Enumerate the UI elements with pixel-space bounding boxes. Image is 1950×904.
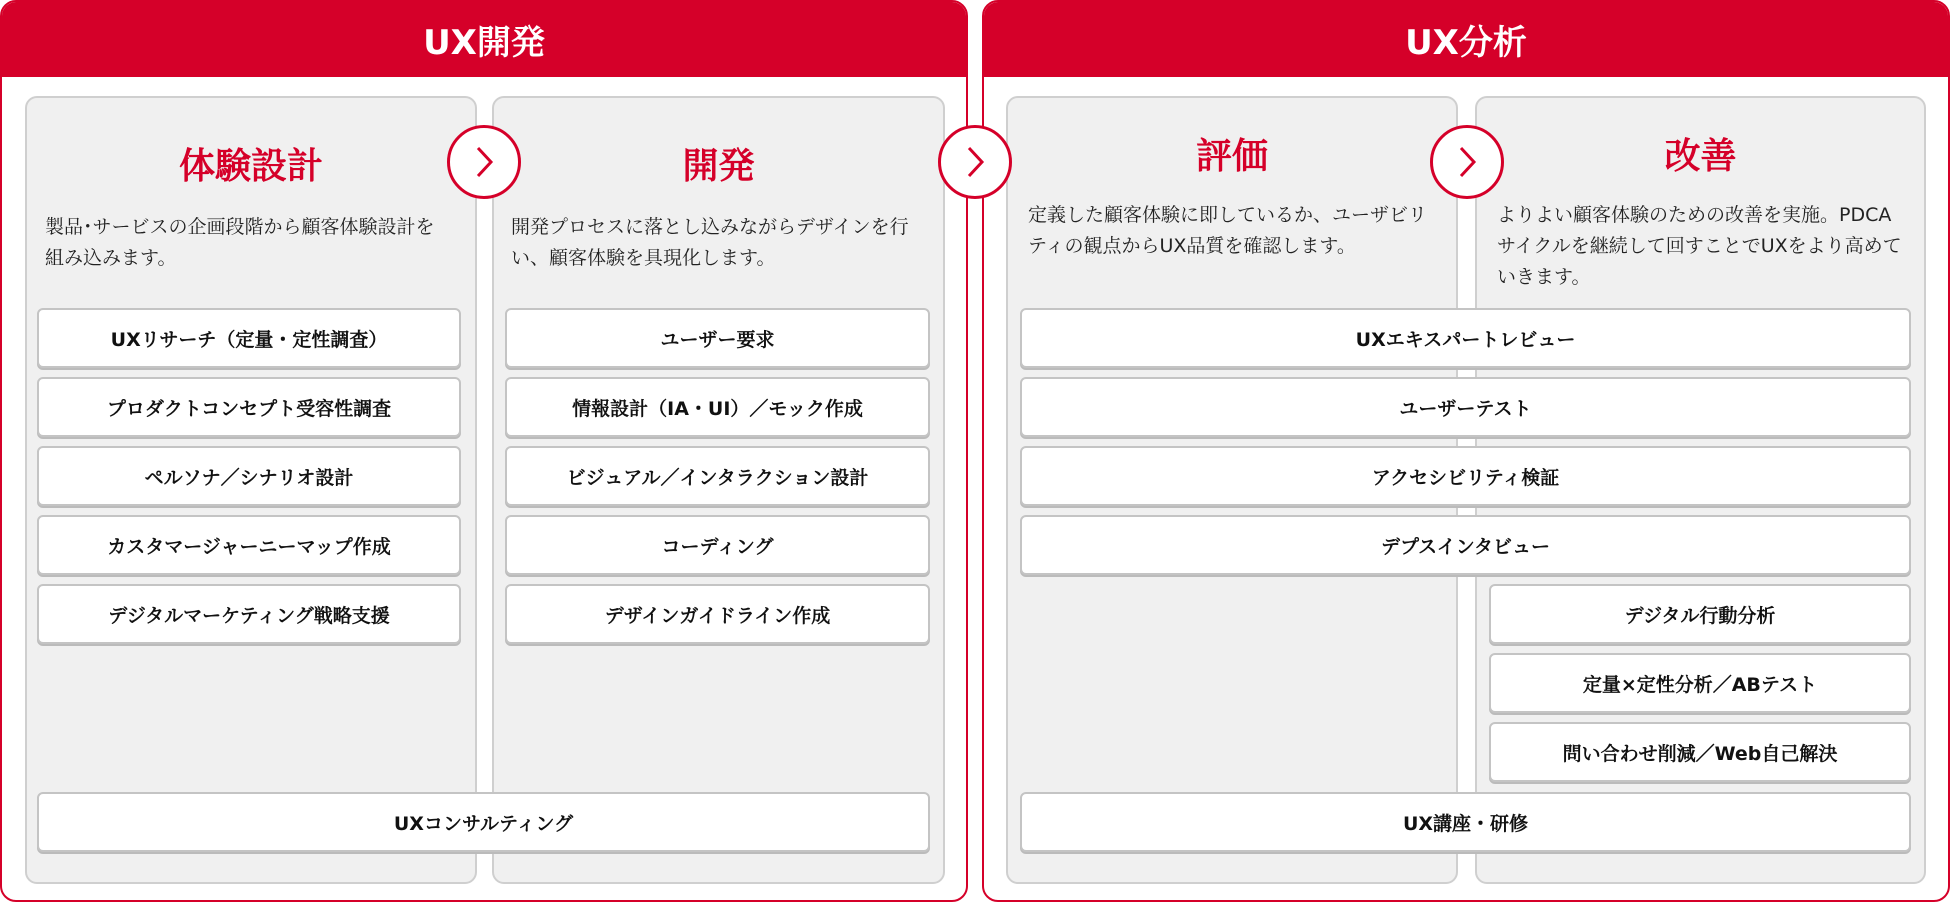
service-item: 定量×定性分析／ABテスト xyxy=(1489,653,1911,713)
panel-title: 評価 xyxy=(1195,136,1268,177)
service-item: デジタル行動分析 xyxy=(1489,584,1911,644)
service-item: UXリサーチ（定量・定性調査） xyxy=(37,308,461,368)
chevron-right-icon xyxy=(1430,125,1504,199)
service-item: デザインガイドライン作成 xyxy=(505,584,930,644)
service-item: デジタルマーケティング戦略支援 xyxy=(37,584,461,644)
service-item: ユーザー要求 xyxy=(505,308,930,368)
service-item-shared: デプスインタビュー xyxy=(1020,515,1911,575)
service-item-shared: アクセシビリティ検証 xyxy=(1020,446,1911,506)
service-item: コーディング xyxy=(505,515,930,575)
panel-description: 製品･サービスの企画段階から顧客体験設計を組み込みます。 xyxy=(45,216,435,269)
service-item-shared: UXエキスパートレビュー xyxy=(1020,308,1911,368)
service-item: ビジュアル／インタラクション設計 xyxy=(505,446,930,506)
section-title: UX開発 xyxy=(2,2,966,77)
panel-description: よりよい顧客体験のための改善を実施。PDCAサイクルを継続して回すことでUXをより高めていきます。 xyxy=(1497,204,1902,288)
service-item: プロダクトコンセプト受容性調査 xyxy=(37,377,461,437)
section-title: UX分析 xyxy=(984,2,1948,77)
panel-description: 定義した顧客体験に即しているか、ユーザビリティの観点からUX品質を確認します。 xyxy=(1028,204,1428,257)
service-item-shared: UX講座・研修 xyxy=(1020,792,1911,852)
chevron-right-icon xyxy=(938,125,1012,199)
service-item: 問い合わせ削減／Web自己解決 xyxy=(1489,722,1911,782)
panel-title: 体験設計 xyxy=(178,146,323,187)
chevron-right-icon xyxy=(447,125,521,199)
service-item-shared: ユーザーテスト xyxy=(1020,377,1911,437)
service-item: ペルソナ／シナリオ設計 xyxy=(37,446,461,506)
service-item: カスタマージャーニーマップ作成 xyxy=(37,515,461,575)
service-item-shared: UXコンサルティング xyxy=(37,792,930,852)
panel-description: 開発プロセスに落とし込みながらデザインを行い、顧客体験を具現化します。 xyxy=(511,216,909,269)
service-item: 情報設計（IA・UI）／モック作成 xyxy=(505,377,930,437)
panel-title: 開発 xyxy=(682,146,755,187)
panel-title: 改善 xyxy=(1664,136,1737,177)
